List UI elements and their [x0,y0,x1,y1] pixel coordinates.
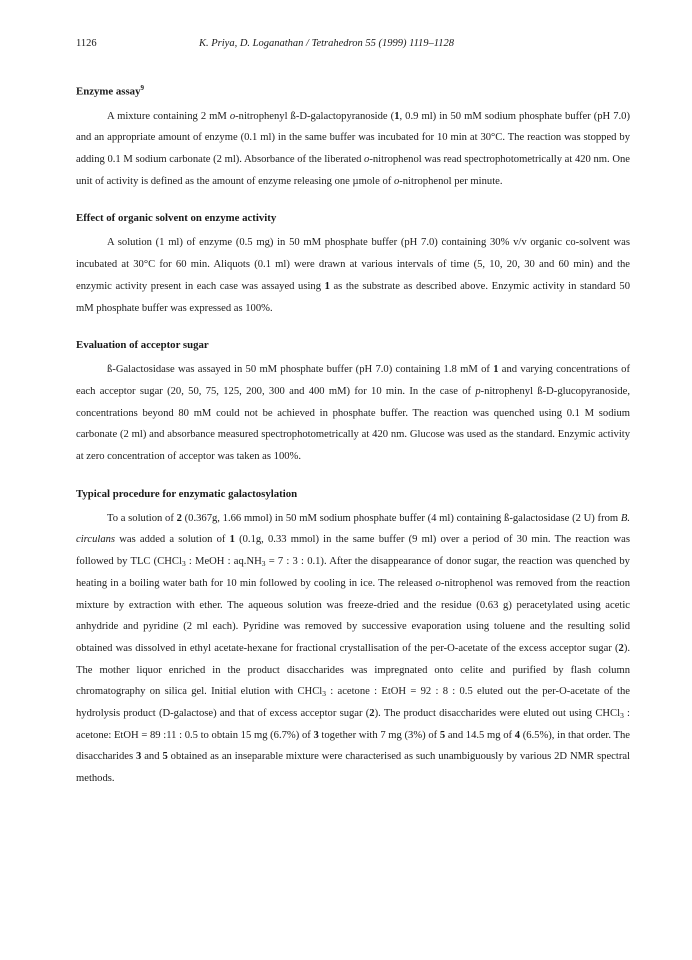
running-head [0,38,692,54]
section-paragraph: A solution (1 ml) of enzyme (0.5 mg) in 50 mM phosphate buffer (pH 7.0) containing 30% v/v organic co-solvent was incubated at 30°C for 60 min. Aliquots (0.1 ml) were drawn at various intervals of time (5, 10, 20, 30 and 60 min) and the enzymic activity present in each case was assayed using 1 as the substrate as described above. Enzymic activity in standard 50 mM phosphate buffer was expressed as 100%. [76,237,630,314]
page-number: 1126 [76,38,97,49]
journal-reference: K. Priya, D. Loganathan / Tetrahedron 55 (1999) 1119–1128 [199,38,455,49]
section-acceptor-sugar [76,337,630,468]
article-body [76,80,630,808]
section-heading: Effect of organic solvent on enzyme activity [76,212,277,225]
section-heading: Typical procedure for enzymatic galactosylation [76,487,298,500]
section-organic-solvent [76,210,630,319]
section-galactosylation [76,486,630,790]
section-paragraph: A mixture containing 2 mM o-nitrophenyl ß-D-galactopyranoside (1, 0.9 ml) in 50 mM sodium phosphate buffer (pH 7.0) and an appropriate amount of enzyme (0.1 ml) in the same buffer was incubated for 10 min at 30°C. The reaction was stopped by adding 0.1 M sodium carbonate (2 ml). Absorbance of the liberated o-nitrophenol was read spectrophotometrically at 420 nm. One unit of activity is defined as the amount of enzyme releasing one µmole of o-nitrophenol per minute. [76,110,631,187]
section-enzyme-assay [76,80,630,192]
section-paragraph: To a solution of 2 (0.367g, 1.66 mmol) in 50 mM sodium phosphate buffer (4 ml) containing ß-galactosidase (2 U) from B. circulans was added a solution of 1 (0.1g, 0.33 mmol) in the same buffer (9 ml) over a period of 30 min. The reaction was followed by TLC (CHCl$_3$ : MeOH : $aq.NH_3 = 7$ : 3 : 0.1). After the disappearance of donor sugar, the reaction was quenched by heating in a boiling water bath for 10 min followed by cooling in ice. The released o-nitrophenol was removed from the reaction mixture by extraction with ether. The aqueous solution was freeze-dried and the residue (0.63 g) peracetylated using acetic anhydride and pyridine (2 ml each). Pyridine was removed by successive evaporation using toluene and the resulting solid obtained was dissolved in ethyl acetate-hexane for fractional crystallisation of the per-O-acetate of the excess acceptor sugar (2). The mother liquor enriched in the product disaccharides was impregnated onto celite and purified by flash column chromatography on silica gel. Initial elution with CHCl$_3$ : acetone : EtOH = 92 : 8 : 0.5 eluted out the per-O-acetate of the hydrolysis product (D-galactose) and that of excess acceptor sugar (2). The product disaccharides were eluted out using CHCl$_3$ : acetone: EtOH = 89 :11 : 0.5 to obtain 15 mg (6.7%) of 3 together with 7 mg (3%) of 5 and 14.5 mg of 4 (6.5%), in that order. The disaccharides 3 and 5 obtained as an inseparable mixture were characterised as such unambiguously by various 2D NMR spectral methods. [76,512,630,785]
reference-superscript: 9 [140,84,144,92]
section-heading: Evaluation of acceptor sugar [76,339,209,352]
section-paragraph: ß-Galactosidase was assayed in 50 mM phosphate buffer (pH 7.0) containing 1.8 mM of 1 and varying concentrations of each acceptor sugar (20, 50, 75, 125, 200, 300 and 400 mM) for 10 min. In the case of p-nitrophenyl ß-D-glucopyranoside, concentrations beyond 80 mM could not be achieved in phosphate buffer. The reaction was quenched using 0.1 M sodium carbonate (2 ml) and absorbance measured spectrophotometrically at 420 nm. Glucose was used as the standard. Enzymic activity at zero concentration of acceptor was taken as 100%. [76,364,630,463]
section-heading: Enzyme assay$^9$ [76,84,144,98]
